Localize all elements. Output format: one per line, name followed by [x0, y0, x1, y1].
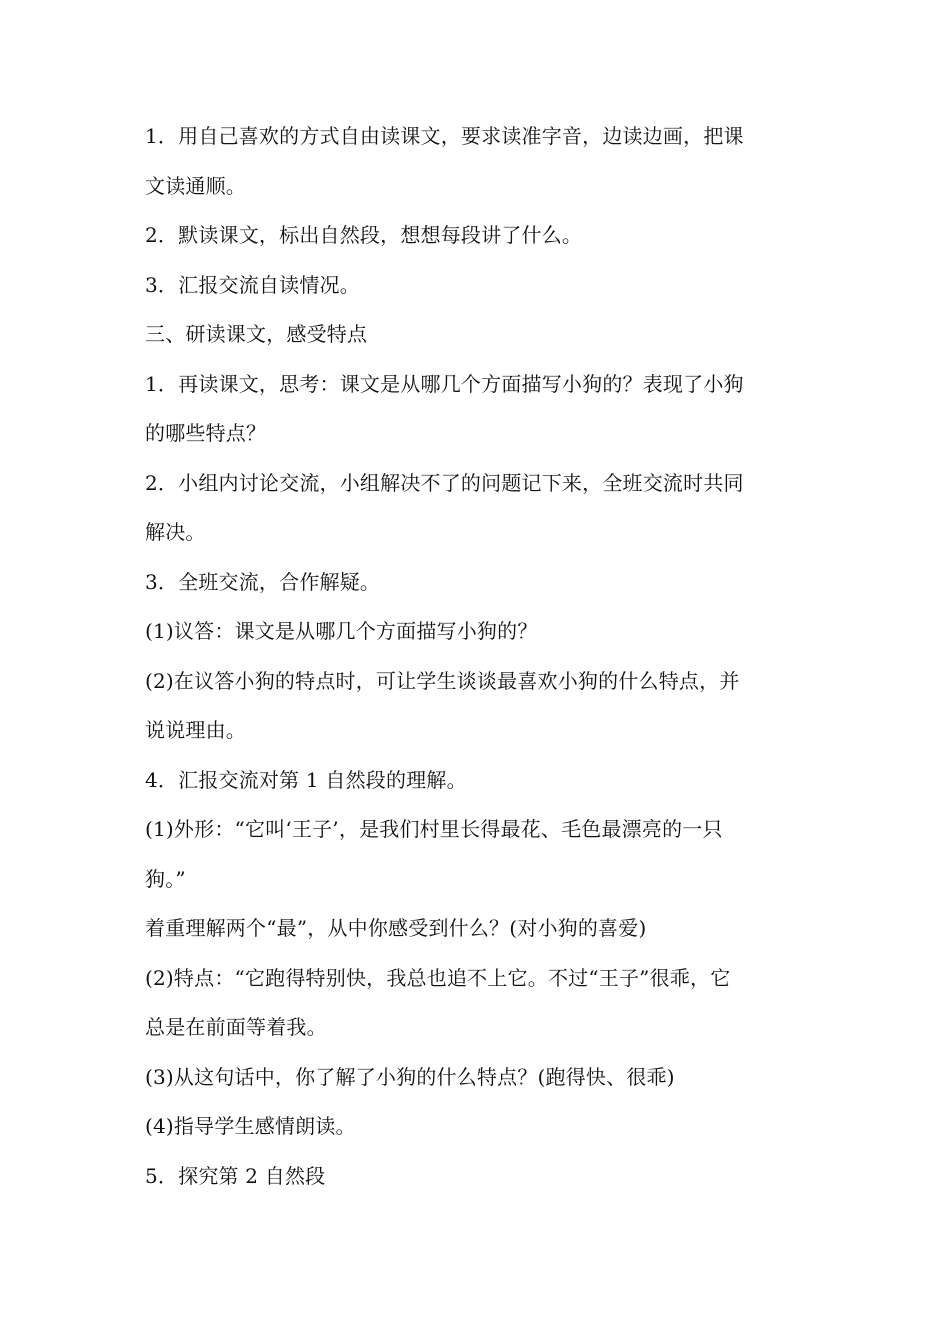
- text-line: 2．小组内讨论交流，小组解决不了的问题记下来，全班交流时共同: [145, 470, 744, 495]
- text-line: 狗。”: [145, 866, 186, 891]
- text-line: 4．汇报交流对第 1 自然段的理解。: [145, 767, 467, 792]
- section-heading: 三、研读课文，感受特点: [145, 322, 368, 346]
- document-body: [145, 112, 810, 1201]
- text-line: 1．用自己喜欢的方式自由读课文，要求读准字音，边读边画，把课: [145, 124, 744, 148]
- text-line: 3．汇报交流自读情况。: [145, 272, 360, 297]
- text-line: 的哪些特点？: [145, 421, 267, 445]
- text-line: (3)从这句话中，你了解了小狗的什么特点？(跑得快、很乖): [145, 1064, 675, 1089]
- text-line: 1．再读课文，思考：课文是从哪几个方面描写小狗的？表现了小狗: [145, 371, 744, 396]
- text-line: 3．全班交流，合作解疑。: [145, 569, 381, 594]
- text-line: 文读通顺。: [145, 173, 246, 198]
- text-line: (1)议答：课文是从哪几个方面描写小狗的？: [145, 619, 538, 643]
- text-line: 解决。: [145, 520, 206, 544]
- text-line: (2)在议答小狗的特点时，可让学生谈谈最喜欢小狗的什么特点，并: [145, 668, 740, 693]
- text-line: (4)指导学生感情朗读。: [145, 1114, 356, 1138]
- text-line: 5．探究第 2 自然段: [145, 1163, 326, 1188]
- text-line: (1)外形：“它叫‘王子’，是我们村里长得最花、毛色最漂亮的一只: [145, 817, 723, 841]
- text-line: 说说理由。: [145, 718, 246, 742]
- text-line: 总是在前面等着我。: [145, 1015, 327, 1039]
- text-line: 着重理解两个“最”，从中你感受到什么？(对小狗的喜爱): [145, 916, 647, 940]
- text-line: 2．默读课文，标出自然段，想想每段讲了什么。: [145, 223, 583, 247]
- text-line: (2)特点：“它跑得特别快，我总也追不上它。不过“王子”很乖，它: [145, 965, 731, 990]
